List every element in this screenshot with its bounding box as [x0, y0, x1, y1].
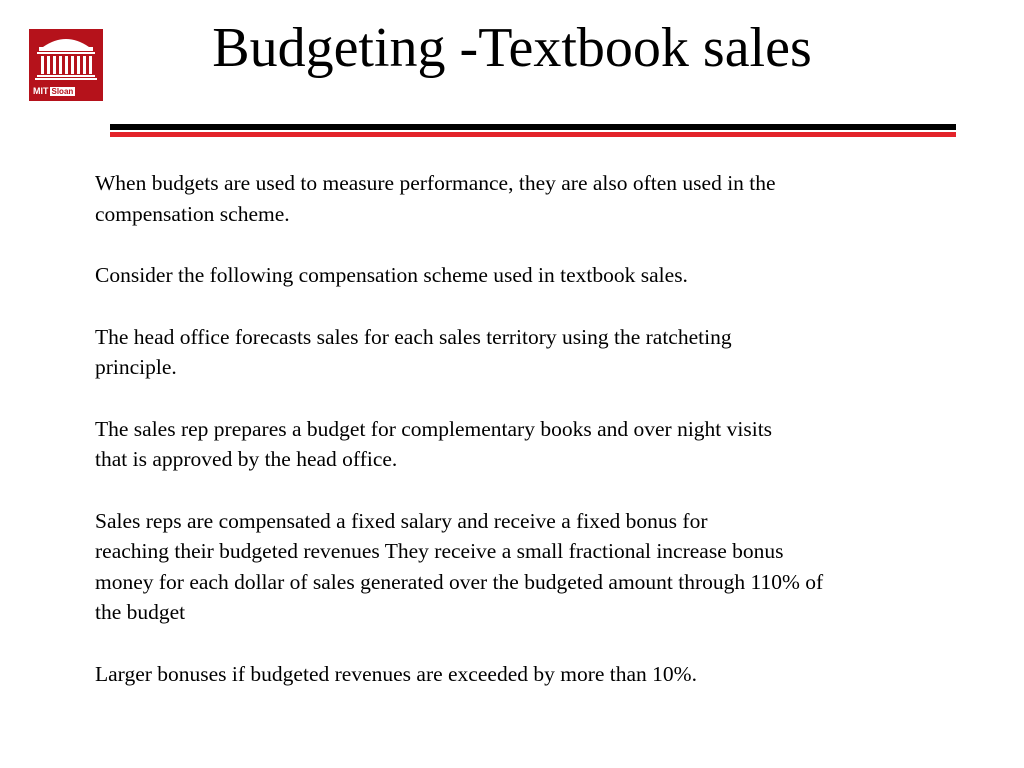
paragraph-budgets-performance — [95, 168, 935, 229]
logo-wordmark — [33, 85, 99, 97]
paragraph-head-office-forecast — [95, 322, 935, 383]
paragraph-larger-bonuses — [95, 659, 935, 690]
title-rule-red — [110, 132, 956, 137]
text-line: principle. — [95, 355, 177, 379]
text-line: Sales reps are compensated a fixed salary and receive a fixed bonus for — [95, 508, 708, 533]
slide-body — [95, 168, 935, 720]
logo-sloan-text: Sloan — [51, 87, 74, 96]
text-line: The head office forecasts sales for each sales territory using the ratcheting — [95, 324, 732, 349]
paragraph-compensation — [95, 506, 935, 628]
paragraph-consider-scheme — [95, 260, 935, 291]
text-line: reaching their budgeted revenues They receive a small fractional increase bonus — [95, 539, 784, 563]
text-line: Consider the following compensation scheme used in textbook sales. — [95, 263, 688, 287]
logo-mit-text: MIT — [33, 86, 49, 96]
text-line: that is approved by the head office. — [95, 447, 398, 471]
text-line: When budgets are used to measure performance, they are also often used in the — [95, 171, 776, 195]
text-line: the budget — [95, 600, 186, 624]
slide-title: Budgeting -Textbook sales — [212, 17, 812, 79]
text-line: Larger bonuses if budgeted revenues are exceeded by more than 10%. — [95, 661, 697, 686]
title-rule-black — [110, 124, 956, 130]
paragraph-sales-rep-budget — [95, 414, 935, 475]
text-line: money for each dollar of sales generated over the budgeted amount through 110% of — [95, 569, 824, 594]
text-line: The sales rep prepares a budget for complementary books and over night visits — [95, 416, 773, 441]
text-line: compensation scheme. — [95, 201, 290, 226]
